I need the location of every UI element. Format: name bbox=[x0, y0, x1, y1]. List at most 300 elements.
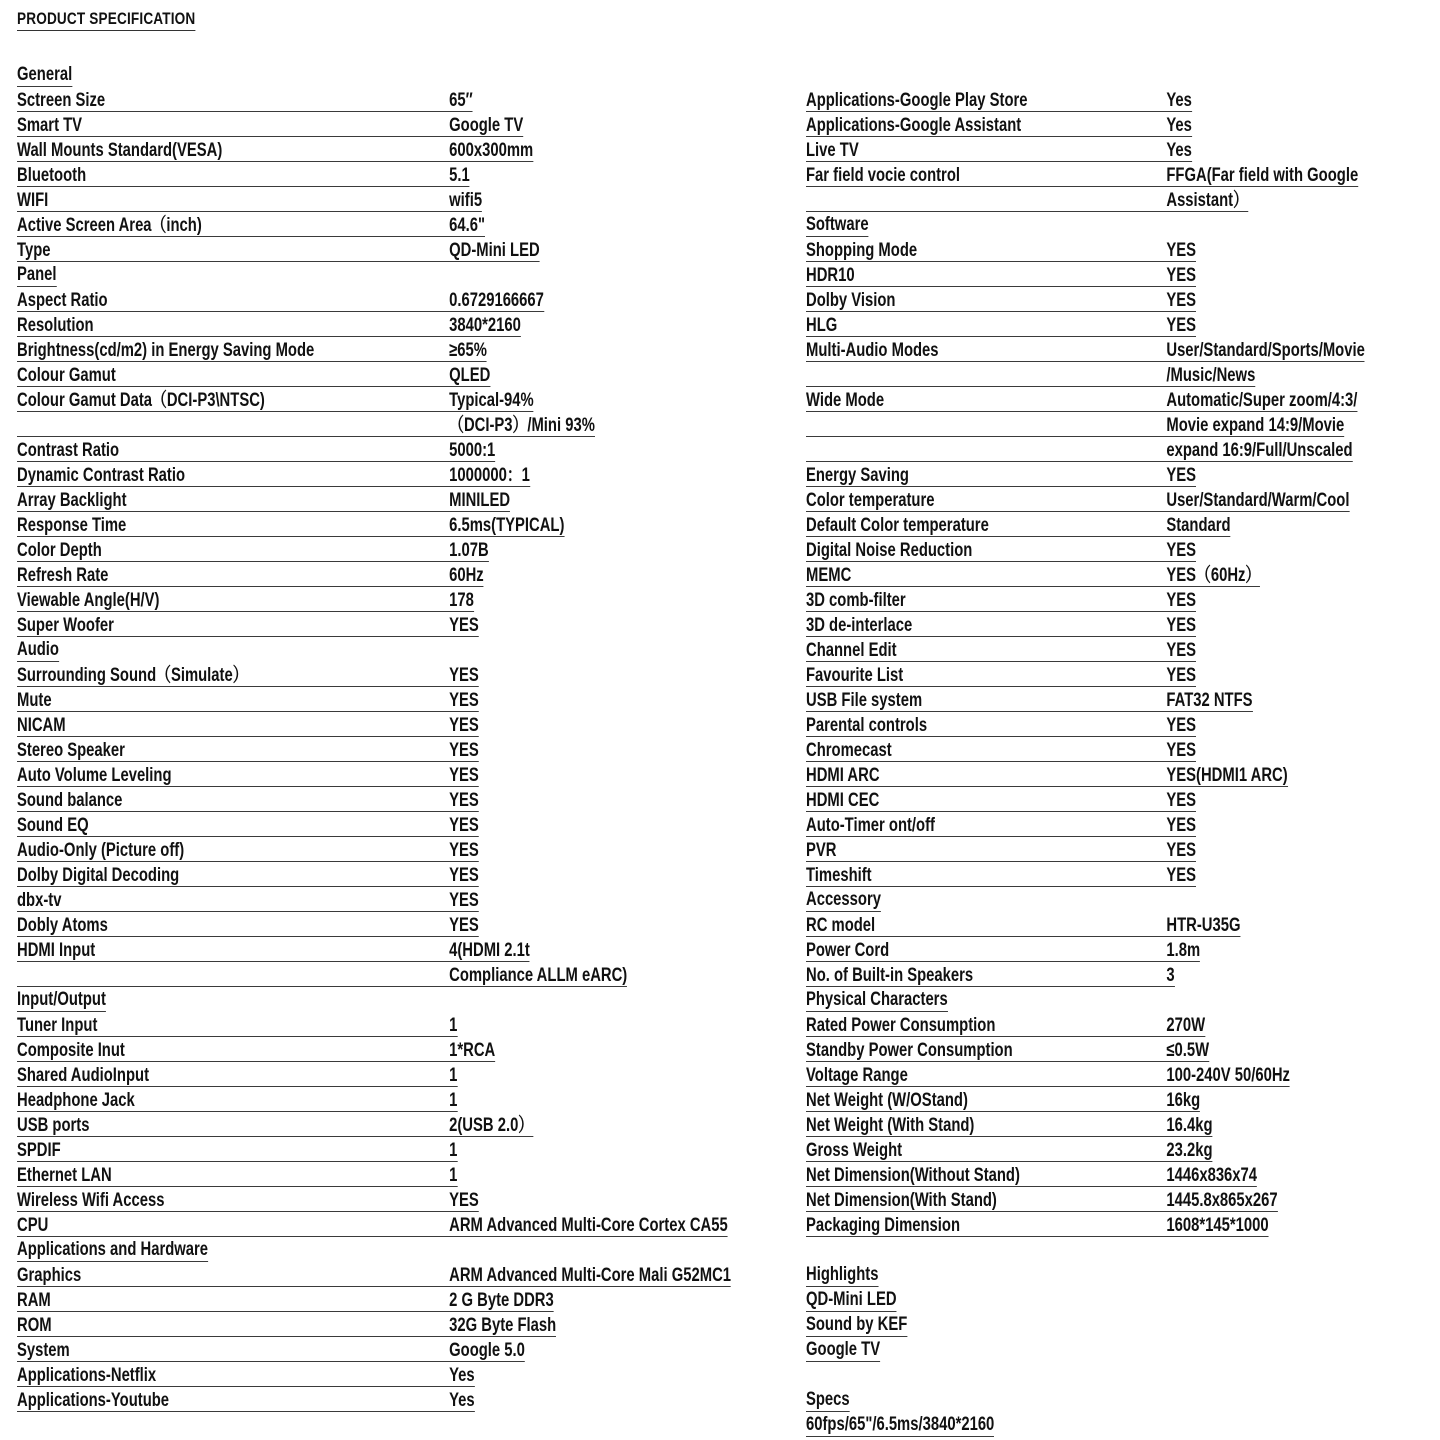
spec-row-packaging-dimension bbox=[806, 1212, 1269, 1237]
spec-label: Color temperature bbox=[806, 490, 935, 511]
section-heading-input-output bbox=[17, 987, 106, 1012]
spec-row-underline-group bbox=[806, 315, 1196, 337]
spec-value: YES bbox=[1166, 740, 1197, 761]
section-heading-software bbox=[806, 212, 869, 237]
spec-value: YES bbox=[449, 790, 479, 811]
spec-label: No. of Built-in Speakers bbox=[806, 965, 974, 986]
spec-value: ≤0.5W bbox=[1166, 1040, 1210, 1061]
spec-row-underline-group bbox=[17, 765, 479, 787]
spec-row-system bbox=[17, 1337, 525, 1362]
spec-row-3d-de-interlace bbox=[806, 612, 1196, 637]
spec-label: Multi-Audio Modes bbox=[806, 340, 939, 361]
spec-row-aspect-ratio bbox=[17, 287, 544, 312]
spec-row-hdmi-input bbox=[17, 937, 530, 962]
spec-value: 1.07B bbox=[449, 540, 489, 561]
highlight-item-google-tv bbox=[806, 1337, 880, 1362]
spec-value: YES bbox=[449, 665, 479, 686]
spec-value: Yes bbox=[1166, 90, 1192, 111]
spec-value: YES bbox=[1166, 590, 1197, 611]
section-heading-audio bbox=[17, 637, 59, 662]
spec-row-standby-power-consumption bbox=[806, 1037, 1209, 1062]
spec-label: Dolby Vision bbox=[806, 290, 896, 311]
spec-row-usb-file-system bbox=[806, 687, 1253, 712]
spec-label: Parental controls bbox=[806, 715, 928, 736]
section-heading-label: Highlights bbox=[806, 1264, 879, 1285]
spec-row-underline-group bbox=[17, 790, 479, 812]
spec-value: 23.2kg bbox=[1166, 1140, 1213, 1161]
spec-value: 178 bbox=[449, 590, 474, 611]
spec-label: Bluetooth bbox=[17, 165, 87, 186]
spec-row-response-time bbox=[17, 512, 564, 537]
spec-label: dbx-tv bbox=[17, 890, 62, 911]
spec-value: ARM Advanced Multi-Core Cortex CA55 bbox=[449, 1215, 728, 1236]
spec-value: 1*RCA bbox=[449, 1040, 496, 1061]
spec-value: YES bbox=[449, 690, 479, 711]
spec-row-wall-mounts-standard-vesa bbox=[17, 137, 533, 162]
spec-row-wide-mode bbox=[806, 387, 1357, 412]
spec-value: 1 bbox=[449, 1065, 458, 1086]
spec-value: 60Hz bbox=[449, 565, 484, 586]
spec-value: YES bbox=[449, 740, 479, 761]
spec-row-ram bbox=[17, 1287, 554, 1312]
spec-row-underline-group bbox=[17, 1290, 554, 1312]
spec-label: Auto-Timer ont/off bbox=[806, 815, 935, 836]
spec-row-multi-audio-modes bbox=[806, 337, 1365, 362]
spec-row-underline-group bbox=[806, 590, 1196, 612]
spec-value: （DCI-P3）/Mini 93% bbox=[449, 415, 595, 436]
spec-row-underline-group bbox=[806, 440, 1352, 462]
spec-row-hdr10 bbox=[806, 262, 1196, 287]
spec-label: Composite Inut bbox=[17, 1040, 125, 1061]
spec-label: Wide Mode bbox=[806, 390, 885, 411]
spec-row-underline-group bbox=[17, 90, 473, 112]
highlight-item-sound-by-kef bbox=[806, 1312, 907, 1337]
spec-row-underline-group bbox=[806, 115, 1192, 137]
spec-label: Graphics bbox=[17, 1265, 82, 1286]
spec-row-shared-audioinput bbox=[17, 1062, 457, 1087]
spec-value: FAT32 NTFS bbox=[1166, 690, 1253, 711]
spec-label: 3D comb-filter bbox=[806, 590, 906, 611]
spec-row-underline-group bbox=[806, 565, 1260, 587]
spec-row-default-color-temperature bbox=[806, 512, 1231, 537]
spec-label: Smart TV bbox=[17, 115, 83, 136]
spec-row-underline-group bbox=[806, 340, 1365, 362]
spec-row-underline-group bbox=[17, 465, 530, 487]
spec-label: Far field vocie control bbox=[806, 165, 961, 186]
spec-value: QD-Mini LED bbox=[449, 240, 540, 261]
spec-label: HDR10 bbox=[806, 265, 855, 286]
spec-label: Audio-Only (Picture off) bbox=[17, 840, 185, 861]
spec-row-underline-group bbox=[806, 90, 1192, 112]
spec-value: YES bbox=[449, 715, 479, 736]
spec-value: YES bbox=[1166, 840, 1197, 861]
spec-label: USB ports bbox=[17, 1115, 90, 1136]
spec-label: Headphone Jack bbox=[17, 1090, 135, 1111]
spec-row-viewable-angle-h-v bbox=[17, 587, 474, 612]
spec-row-underline-group bbox=[806, 765, 1288, 787]
spec-row-dynamic-contrast-ratio bbox=[17, 462, 530, 487]
spec-label: Colour Gamut Data（DCI-P3\NTSC) bbox=[17, 390, 265, 411]
spec-value: User/Standard/Warm/Cool bbox=[1166, 490, 1350, 511]
spec-label: Dynamic Contrast Ratio bbox=[17, 465, 185, 486]
spec-value: Yes bbox=[1166, 115, 1192, 136]
spec-row-underline-group bbox=[806, 265, 1196, 287]
spec-row-underline-group bbox=[17, 940, 530, 962]
spec-row-underline-group bbox=[806, 615, 1196, 637]
spec-row-continuation bbox=[806, 437, 1352, 462]
spec-row-chromecast bbox=[806, 737, 1196, 762]
spec-label: Power Cord bbox=[806, 940, 890, 961]
section-heading-label: Accessory bbox=[806, 889, 881, 910]
spec-row-spdif bbox=[17, 1137, 457, 1162]
spec-row-underline-group bbox=[17, 1040, 495, 1062]
spec-row-underline-group bbox=[17, 1265, 731, 1287]
spec-value: Assistant） bbox=[1166, 190, 1248, 211]
spec-label: Channel Edit bbox=[806, 640, 897, 661]
spec-row-underline-group bbox=[806, 540, 1196, 562]
section-heading-general bbox=[17, 62, 72, 87]
spec-value: wifi5 bbox=[449, 190, 483, 211]
spec-row-power-cord bbox=[806, 937, 1200, 962]
spec-row-underline-group bbox=[806, 365, 1255, 387]
spec-label: 3D de-interlace bbox=[806, 615, 913, 636]
spec-label: SPDIF bbox=[17, 1140, 61, 1161]
spec-value: 3840*2160 bbox=[449, 315, 521, 336]
spec-value: YES bbox=[449, 615, 479, 636]
spec-value: 1 bbox=[449, 1090, 458, 1111]
spec-row-underline-group bbox=[17, 1390, 475, 1412]
spec-value: 1445.8x865x267 bbox=[1166, 1190, 1278, 1211]
spec-row-composite-inut bbox=[17, 1037, 495, 1062]
spec-row-underline-group bbox=[806, 1040, 1209, 1062]
spec-label: Standby Power Consumption bbox=[806, 1040, 1013, 1061]
spec-row-super-woofer bbox=[17, 612, 479, 637]
spec-row-surrounding-sound-simulate bbox=[17, 662, 479, 687]
spec-value: ≥65% bbox=[449, 340, 487, 361]
spec-row-energy-saving bbox=[806, 462, 1196, 487]
spec-row-underline-group bbox=[806, 815, 1196, 837]
spec-row-underline-group bbox=[806, 690, 1253, 712]
spec-row-continuation bbox=[806, 412, 1344, 437]
spec-value: YES bbox=[1166, 865, 1197, 886]
spec-row-auto-timer-ont-off bbox=[806, 812, 1196, 837]
spec-row-underline-group bbox=[806, 640, 1196, 662]
spec-row-pvr bbox=[806, 837, 1196, 862]
highlight-label: QD-Mini LED bbox=[806, 1289, 897, 1310]
spec-value: Compliance ALLM eARC) bbox=[449, 965, 628, 986]
spec-row-rated-power-consumption bbox=[806, 1012, 1205, 1037]
spec-value: Typical-94% bbox=[449, 390, 534, 411]
spec-value: 0.6729166667 bbox=[449, 290, 544, 311]
spec-row-colour-gamut-data-dci-p3-ntsc bbox=[17, 387, 534, 412]
spec-row-net-weight-w-ostand bbox=[806, 1087, 1200, 1112]
spec-row-underline-group bbox=[806, 715, 1196, 737]
spec-value: FFGA(Far field with Google bbox=[1166, 165, 1359, 186]
spec-row-applications-youtube bbox=[17, 1387, 475, 1412]
spec-row-favourite-list bbox=[806, 662, 1196, 687]
spec-value: HTR-U35G bbox=[1166, 915, 1241, 936]
spec-value: YES bbox=[1166, 240, 1197, 261]
spec-label: Viewable Angle(H/V) bbox=[17, 590, 160, 611]
spec-label: HLG bbox=[806, 315, 838, 336]
section-heading-label: General bbox=[17, 64, 73, 85]
spec-row-rom bbox=[17, 1312, 556, 1337]
spec-row-underline-group bbox=[17, 1115, 533, 1137]
spec-row-rc-model bbox=[806, 912, 1240, 937]
spec-label: Voltage Range bbox=[806, 1065, 908, 1086]
spec-label: MEMC bbox=[806, 565, 852, 586]
spec-row-underline-group bbox=[17, 1090, 457, 1112]
spec-row-mute bbox=[17, 687, 479, 712]
spec-row-underline-group bbox=[17, 715, 479, 737]
spec-row-underline-group bbox=[806, 940, 1200, 962]
spec-label: Aspect Ratio bbox=[17, 290, 108, 311]
spec-value: 1 bbox=[449, 1015, 458, 1036]
spec-row-continuation bbox=[806, 187, 1248, 212]
spec-label: Wall Mounts Standard(VESA) bbox=[17, 140, 223, 161]
spec-label: Surrounding Sound（Simulate） bbox=[17, 665, 248, 686]
spec-row-digital-noise-reduction bbox=[806, 537, 1196, 562]
spec-label: Shared AudioInput bbox=[17, 1065, 150, 1086]
spec-row-underline-group bbox=[17, 540, 489, 562]
spec-label: Color Depth bbox=[17, 540, 102, 561]
spec-row-underline-group bbox=[17, 315, 521, 337]
spec-row-underline-group bbox=[17, 340, 487, 362]
spec-row-net-dimension-without-stand bbox=[806, 1162, 1257, 1187]
spec-value: 3 bbox=[1166, 965, 1175, 986]
spec-label: NICAM bbox=[17, 715, 66, 736]
spec-row-underline-group bbox=[17, 890, 479, 912]
spec-label: Rated Power Consumption bbox=[806, 1015, 996, 1036]
spec-row-underline-group bbox=[806, 515, 1231, 537]
spec-label: ROM bbox=[17, 1315, 52, 1336]
spec-row-underline-group bbox=[806, 1065, 1290, 1087]
spec-row-underline-group bbox=[17, 690, 479, 712]
spec-row-underline-group bbox=[17, 1315, 556, 1337]
spec-row-underline-group bbox=[17, 215, 485, 237]
spec-label: Super Woofer bbox=[17, 615, 114, 636]
spec-row-audio-only-picture-off bbox=[17, 837, 479, 862]
spec-value: 1446x836x74 bbox=[1166, 1165, 1258, 1186]
spec-row-underline-group bbox=[17, 1165, 457, 1187]
spec-value: 1 bbox=[449, 1140, 458, 1161]
spec-value: 1 bbox=[449, 1165, 458, 1186]
spec-value: YES bbox=[449, 765, 479, 786]
spec-value: 1.8m bbox=[1166, 940, 1201, 961]
spec-value: Google TV bbox=[449, 115, 524, 136]
spec-value: Standard bbox=[1166, 515, 1231, 536]
spec-row-gross-weight bbox=[806, 1137, 1213, 1162]
spec-row-sound-eq bbox=[17, 812, 479, 837]
spec-value: 5000:1 bbox=[449, 440, 496, 461]
spec-value: YES bbox=[1166, 290, 1197, 311]
spec-value: YES bbox=[449, 890, 479, 911]
spec-row-color-temperature bbox=[806, 487, 1349, 512]
section-heading-label: Audio bbox=[17, 639, 59, 660]
section-heading-label: Applications and Hardware bbox=[17, 1239, 209, 1260]
spec-row-sctreen-size bbox=[17, 87, 473, 112]
spec-value: 6.5ms(TYPICAL) bbox=[449, 515, 565, 536]
spec-value: 64.6" bbox=[449, 215, 485, 236]
spec-row-underline-group bbox=[806, 1015, 1205, 1037]
spec-row-dolby-vision bbox=[806, 287, 1196, 312]
spec-row-headphone-jack bbox=[17, 1087, 457, 1112]
spec-row-underline-group bbox=[806, 1090, 1200, 1112]
spec-label: Contrast Ratio bbox=[17, 440, 120, 461]
spec-label: Applications-Youtube bbox=[17, 1390, 170, 1411]
spec-row-continuation bbox=[17, 412, 595, 437]
spec-value: YES bbox=[1166, 715, 1197, 736]
spec-row-active-screen-area-inch bbox=[17, 212, 485, 237]
spec-label: Live TV bbox=[806, 140, 859, 161]
spec-value: YES bbox=[449, 815, 479, 836]
spec-row-underline-group bbox=[17, 615, 479, 637]
spec-label: Stereo Speaker bbox=[17, 740, 125, 761]
spec-row-timeshift bbox=[806, 862, 1196, 887]
spec-label: Gross Weight bbox=[806, 1140, 903, 1161]
section-heading-panel bbox=[17, 262, 57, 287]
spec-label: Ethernet LAN bbox=[17, 1165, 112, 1186]
section-heading-physical-characters bbox=[806, 987, 948, 1012]
spec-label: Net Dimension(With Stand) bbox=[806, 1190, 997, 1211]
spec-value: MINILED bbox=[449, 490, 511, 511]
page-title: PRODUCT SPECIFICATION bbox=[17, 9, 195, 31]
spec-row-underline-group bbox=[17, 290, 544, 312]
spec-row-channel-edit bbox=[806, 637, 1196, 662]
spec-row-underline-group bbox=[806, 190, 1248, 212]
spec-label: Sctreen Size bbox=[17, 90, 106, 111]
spec-row-underline-group bbox=[806, 165, 1358, 187]
spec-label: Wireless Wifi Access bbox=[17, 1190, 165, 1211]
spec-label: Favourite List bbox=[806, 665, 904, 686]
spec-label: RC model bbox=[806, 915, 876, 936]
spec-label: Chromecast bbox=[806, 740, 892, 761]
spec-row-colour-gamut bbox=[17, 362, 490, 387]
spec-label: HDMI Input bbox=[17, 940, 96, 961]
spec-label: Response Time bbox=[17, 515, 127, 536]
spec-row-underline-group bbox=[17, 590, 474, 612]
spec-label: Brightness(cd/m2) in Energy Saving Mode bbox=[17, 340, 315, 361]
spec-value: YES bbox=[1166, 540, 1197, 561]
spec-label: System bbox=[17, 1340, 70, 1361]
highlight-label: Sound by KEF bbox=[806, 1314, 908, 1335]
spec-row-underline-group bbox=[806, 1140, 1213, 1162]
spec-value: Automatic/Super zoom/4:3/ bbox=[1166, 390, 1358, 411]
spec-row-underline-group bbox=[17, 1140, 457, 1162]
spec-value: YES bbox=[1166, 790, 1197, 811]
spec-row-underline-group bbox=[17, 1065, 457, 1087]
spec-value: 2(USB 2.0） bbox=[449, 1115, 534, 1136]
section-heading-highlights bbox=[806, 1262, 878, 1287]
spec-value: YES bbox=[1166, 465, 1197, 486]
spec-row-underline-group bbox=[17, 915, 479, 937]
spec-label: Tuner Input bbox=[17, 1015, 98, 1036]
spec-row-far-field-vocie-control bbox=[806, 162, 1358, 187]
spec-row-underline-group bbox=[17, 490, 510, 512]
spec-row-underline-group bbox=[806, 140, 1192, 162]
spec-value: YES（60Hz） bbox=[1166, 565, 1261, 586]
spec-label: Timeshift bbox=[806, 865, 872, 886]
spec-value: Yes bbox=[449, 1390, 475, 1411]
spec-value: Google 5.0 bbox=[449, 1340, 525, 1361]
spec-row-underline-group bbox=[806, 1115, 1213, 1137]
spec-row-applications-google-assistant bbox=[806, 112, 1192, 137]
spec-label: Digital Noise Reduction bbox=[806, 540, 973, 561]
spec-label: RAM bbox=[17, 1290, 51, 1311]
spec-value: 1000000：1 bbox=[449, 465, 530, 486]
spec-row-no-of-built-in-speakers bbox=[806, 962, 1175, 987]
spec-row-underline-group bbox=[17, 740, 479, 762]
spec-value: 1608*145*1000 bbox=[1166, 1215, 1269, 1236]
spec-row-applications-google-play-store bbox=[806, 87, 1192, 112]
spec-row-auto-volume-leveling bbox=[17, 762, 479, 787]
spec-value: QLED bbox=[449, 365, 491, 386]
spec-row-refresh-rate bbox=[17, 562, 484, 587]
spec-row-underline-group bbox=[17, 665, 479, 687]
spec-row-underline-group bbox=[806, 665, 1196, 687]
section-heading-label: Specs bbox=[806, 1389, 850, 1410]
spec-row-parental-controls bbox=[806, 712, 1196, 737]
spec-row-graphics bbox=[17, 1262, 731, 1287]
spec-label: Shopping Mode bbox=[806, 240, 918, 261]
spec-row-underline-group bbox=[17, 965, 627, 987]
spec-row-underline-group bbox=[17, 565, 484, 587]
spec-row-continuation bbox=[806, 362, 1255, 387]
spec-row-underline-group bbox=[17, 240, 540, 262]
spec-row-net-weight-with-stand bbox=[806, 1112, 1213, 1137]
spec-label: WIFI bbox=[17, 190, 49, 211]
spec-label: Applications-Google Assistant bbox=[806, 115, 1022, 136]
spec-row-underline-group bbox=[806, 965, 1175, 987]
spec-row-wireless-wifi-access bbox=[17, 1187, 479, 1212]
spec-row-underline-group bbox=[17, 365, 490, 387]
spec-row-live-tv bbox=[806, 137, 1192, 162]
spec-label: Dolby Digital Decoding bbox=[17, 865, 180, 886]
spec-label: Auto Volume Leveling bbox=[17, 765, 172, 786]
spec-row-underline-group bbox=[17, 840, 479, 862]
spec-value: 270W bbox=[1166, 1015, 1206, 1036]
spec-label: Applications-Google Play Store bbox=[806, 90, 1028, 111]
spec-value: YES bbox=[449, 865, 479, 886]
spec-row-ethernet-lan bbox=[17, 1162, 457, 1187]
spec-row-bluetooth bbox=[17, 162, 470, 187]
spec-row-underline-group bbox=[806, 865, 1196, 887]
spec-row-underline-group bbox=[17, 515, 564, 537]
highlight-item-60fps-65-6-5ms-3840-2160 bbox=[806, 1412, 994, 1437]
spec-label: Array Backlight bbox=[17, 490, 127, 511]
section-heading-label: Software bbox=[806, 214, 869, 235]
spec-label: Type bbox=[17, 240, 51, 261]
spec-row-usb-ports bbox=[17, 1112, 533, 1137]
spec-value: YES bbox=[449, 1190, 479, 1211]
spec-label: Active Screen Area（inch) bbox=[17, 215, 202, 236]
spec-row-underline-group bbox=[806, 490, 1349, 512]
spec-label: USB File system bbox=[806, 690, 923, 711]
spec-row-sound-balance bbox=[17, 787, 479, 812]
spec-value: YES bbox=[1166, 640, 1197, 661]
spec-value: YES bbox=[1166, 615, 1197, 636]
spec-row-underline-group bbox=[806, 1215, 1269, 1237]
spec-value: 5.1 bbox=[449, 165, 470, 186]
spec-label: Net Weight (W/OStand) bbox=[806, 1090, 968, 1111]
spec-row-color-depth bbox=[17, 537, 489, 562]
spec-row-contrast-ratio bbox=[17, 437, 495, 462]
spec-row-underline-group bbox=[806, 840, 1196, 862]
spec-row-underline-group bbox=[17, 415, 595, 437]
spec-label: Sound EQ bbox=[17, 815, 89, 836]
section-heading-label: Input/Output bbox=[17, 989, 106, 1010]
spec-value: YES bbox=[449, 840, 479, 861]
